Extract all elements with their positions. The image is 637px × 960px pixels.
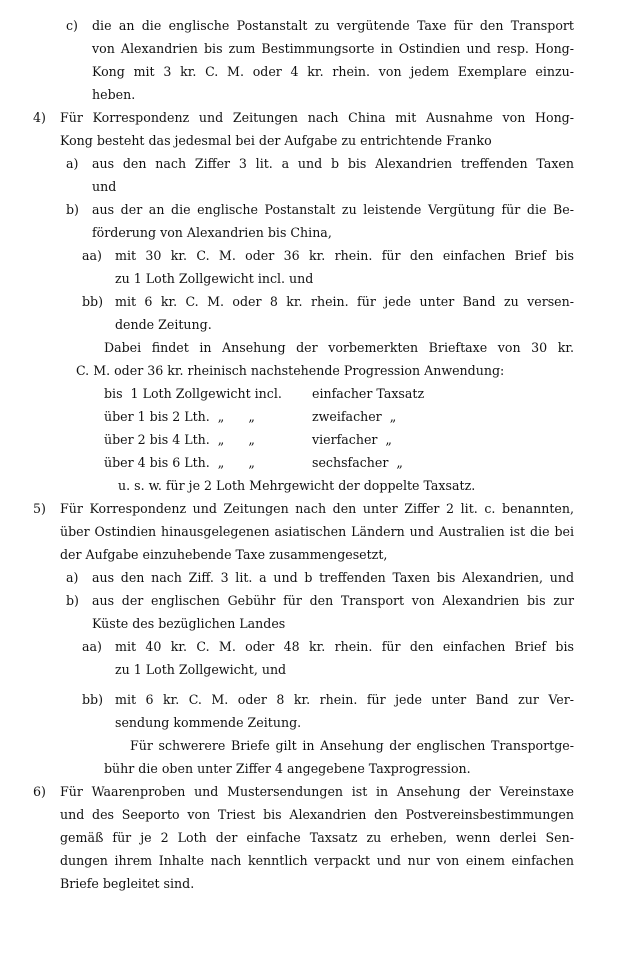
section-4-b-line-1: aus der an die englische Postanstalt zu leistende Vergütung für die Be-: [92, 202, 574, 217]
progression-rate-4: sechsfacher „: [312, 455, 403, 470]
section-6-line-4: dungen ihrem Inhalte nach kenntlich verpackt und nur von einem einfachen: [60, 853, 574, 868]
section-6-line-5: Briefe begleitet sind.: [60, 876, 195, 891]
section-c-line-1: die an die englische Postanstalt zu vergütende Taxe für den Transport: [92, 18, 574, 33]
section-5-line-2: über Ostindien hinausgelegenen asiatischen Ländern und Australien ist die bei: [60, 524, 574, 539]
progression-weight-3: über 2 bis 4 Lth. „ „: [104, 432, 255, 447]
section-6-line-2: und des Seeporto von Triest bis Alexandrien den Postvereinsbestimmungen: [60, 807, 574, 822]
section-4-a-line-2: und: [92, 179, 117, 194]
section-c-line-2: von Alexandrien bis zum Bestimmungsorte in Ostindien und resp. Hong-: [92, 41, 574, 56]
section-5-line-1: Für Korrespondenz und Zeitungen nach den unter Ziffer 2 lit. c. benannten,: [60, 501, 574, 516]
section-5-aa-line-1: mit 40 kr. C. M. oder 48 kr. rhein. für den einfachen Brief bis: [115, 639, 574, 654]
progression-rate-2: zweifacher „: [312, 409, 397, 424]
section-c-line-3: Kong mit 3 kr. C. M. oder 4 kr. rhein. von jedem Exemplare einzu-: [92, 64, 574, 79]
section-6-label: 6): [33, 784, 46, 799]
section-4-a-line-1: aus den nach Ziffer 3 lit. a und b bis Alexandrien treffenden Taxen: [92, 156, 574, 171]
section-c-label: c): [66, 18, 78, 33]
section-4-aa-line-1: mit 30 kr. C. M. oder 36 kr. rhein. für den einfachen Brief bis: [115, 248, 574, 263]
section-6-line-1: Für Waarenproben und Mustersendungen ist in Ansehung der Vereinstaxe: [60, 784, 574, 799]
section-5-bb-line-1: mit 6 kr. C. M. oder 8 kr. rhein. für jede unter Band zur Ver-: [115, 692, 574, 707]
section-4-b-label: b): [66, 202, 79, 217]
section-6-line-3: gemäß für je 2 Loth der einfache Taxsatz zu erheben, wenn derlei Sen-: [60, 830, 574, 845]
progression-rate-1: einfacher Taxsatz: [312, 386, 425, 401]
section-4-aa-line-2: zu 1 Loth Zollgewicht incl. und: [115, 271, 314, 286]
section-4-note-line-1: Dabei findet in Ansehung der vorbemerkten Brieftaxe von 30 kr.: [104, 340, 574, 355]
section-4-bb-label: bb): [82, 294, 104, 309]
section-4-a-label: a): [66, 156, 79, 171]
section-4-note-line-2: C. M. oder 36 kr. rheinisch nachstehende Progression Anwendung:: [76, 363, 505, 378]
progression-weight-2: über 1 bis 2 Lth. „ „: [104, 409, 255, 424]
section-5-a-line-1: aus den nach Ziff. 3 lit. a und b treffenden Taxen bis Alexandrien, und: [92, 570, 574, 585]
section-5-bb-label: bb): [82, 692, 104, 707]
section-4-label: 4): [33, 110, 46, 125]
progression-rate-3: vierfacher „: [312, 432, 392, 447]
section-5-line-3: der Aufgabe einzuhebende Taxe zusammengesetzt,: [60, 547, 388, 562]
section-5-label: 5): [33, 501, 46, 516]
section-5-a-label: a): [66, 570, 79, 585]
progression-weight-1: bis 1 Loth Zollgewicht incl.: [104, 386, 282, 401]
section-4-aa-label: aa): [82, 248, 102, 263]
section-4-line-1: Für Korrespondenz und Zeitungen nach China mit Ausnahme von Hong-: [60, 110, 574, 125]
section-4-bb-line-1: mit 6 kr. C. M. oder 8 kr. rhein. für jede unter Band zu versen-: [115, 294, 574, 309]
section-4-bb-line-2: dende Zeitung.: [115, 317, 212, 332]
section-5-note-line-2: bühr die oben unter Ziffer 4 angegebene Taxprogression.: [104, 761, 471, 776]
section-5-b-line-2: Küste des bezüglichen Landes: [92, 616, 286, 631]
section-5-note-line-1: Für schwerere Briefe gilt in Ansehung der englischen Transportge-: [130, 738, 574, 753]
section-4-b-line-2: förderung von Alexandrien bis China,: [92, 225, 332, 240]
section-5-b-line-1: aus der englischen Gebühr für den Transport von Alexandrien bis zur: [92, 593, 574, 608]
section-5-b-label: b): [66, 593, 79, 608]
progression-tail: u. s. w. für je 2 Loth Mehrgewicht der doppelte Taxsatz.: [118, 478, 476, 493]
progression-weight-4: über 4 bis 6 Lth. „ „: [104, 455, 255, 470]
section-4-line-2: Kong besteht das jedesmal bei der Aufgabe zu entrichtende Franko: [60, 133, 492, 148]
section-c-line-4: heben.: [92, 87, 136, 102]
section-5-aa-line-2: zu 1 Loth Zollgewicht, und: [115, 662, 287, 677]
section-5-bb-line-2: sendung kommende Zeitung.: [115, 715, 302, 730]
section-5-aa-label: aa): [82, 639, 102, 654]
